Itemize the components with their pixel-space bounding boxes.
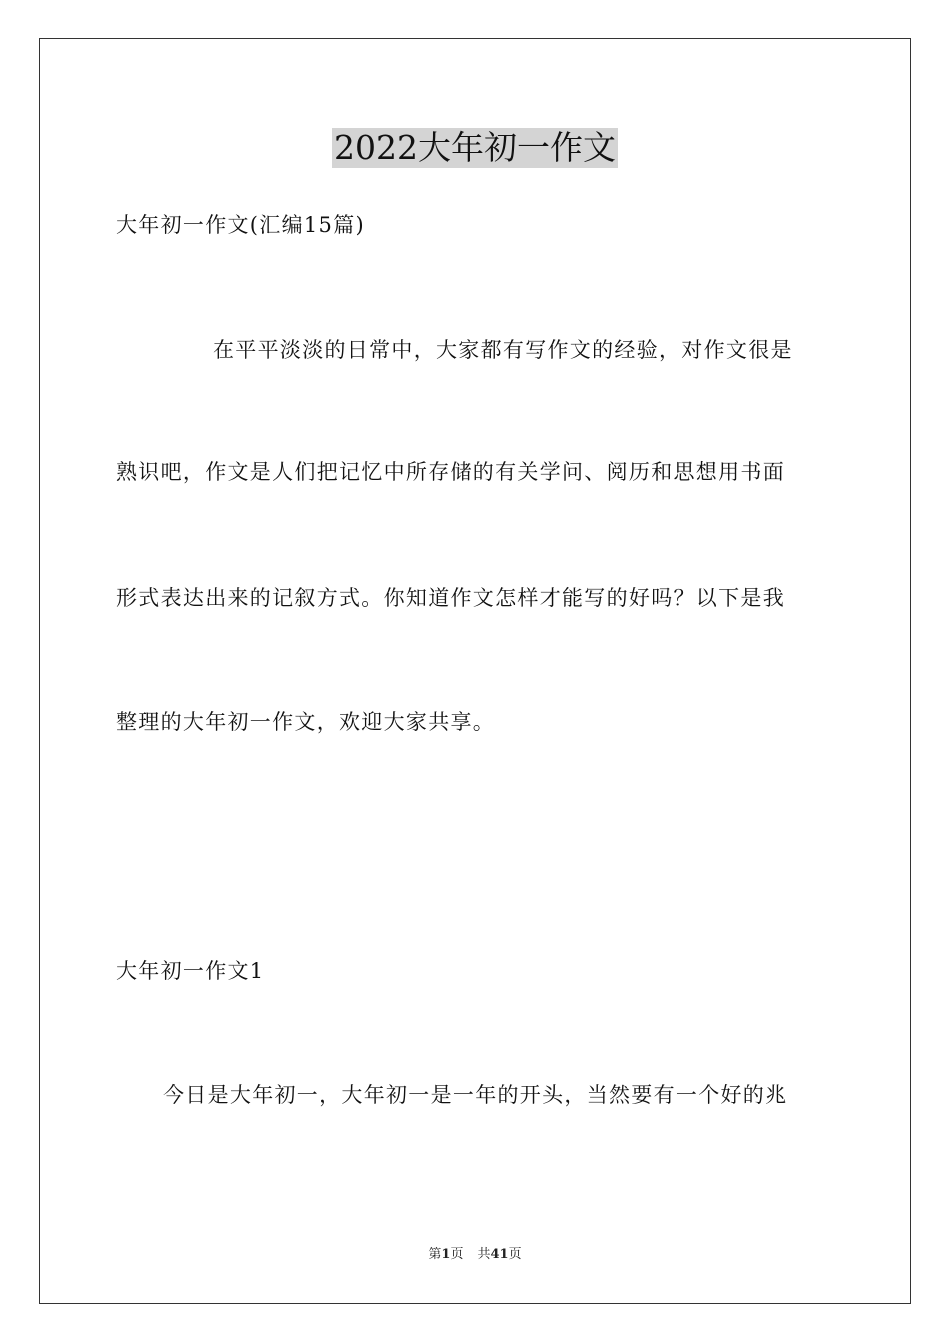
total-prefix: 共 — [477, 1247, 491, 1262]
page-footer — [0, 1246, 950, 1264]
title-container — [0, 128, 950, 168]
total-suffix: 页 — [508, 1247, 522, 1262]
page-suffix: 页 — [450, 1247, 464, 1262]
intro-line-1: 在平平淡淡的日常中，大家都有写作文的经验，对作文很是 — [213, 338, 793, 362]
intro-line-2: 熟识吧，作文是人们把记忆中所存储的有关学问、阅历和思想用书面 — [116, 460, 785, 484]
section-heading: 大年初一作文1 — [116, 959, 265, 983]
document-subtitle: 大年初一作文(汇编15篇) — [116, 213, 366, 237]
current-page-number: 1 — [441, 1247, 451, 1262]
document-title: 2022大年初一作文 — [334, 128, 616, 167]
page-prefix: 第 — [428, 1247, 442, 1262]
total-pages-number: 41 — [490, 1247, 509, 1262]
intro-line-3: 形式表达出来的记叙方式。你知道作文怎样才能写的好吗？以下是我 — [116, 586, 785, 610]
section-line-1: 今日是大年初一，大年初一是一年的开头，当然要有一个好的兆 — [163, 1083, 788, 1107]
intro-line-4: 整理的大年初一作文，欢迎大家共享。 — [116, 710, 496, 734]
